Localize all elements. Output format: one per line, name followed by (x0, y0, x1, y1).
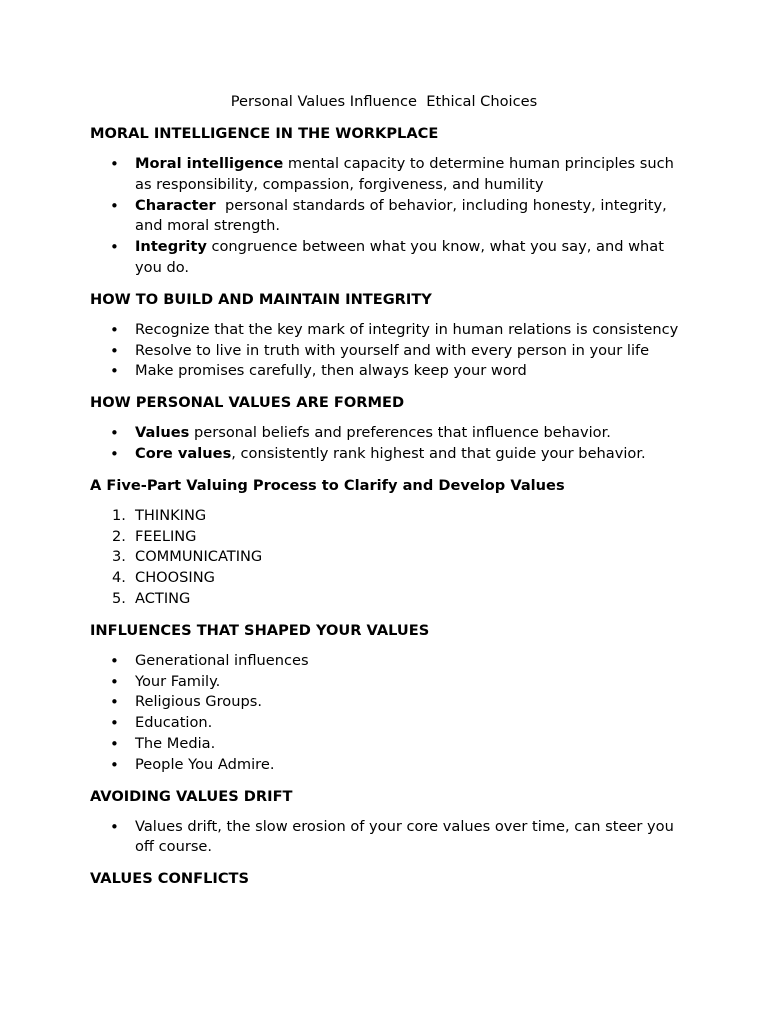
list-item: • Education. (90, 713, 690, 734)
item-number: 5. (112, 589, 126, 607)
section-heading-values-conflicts: VALUES CONFLICTS (90, 870, 249, 888)
term-label: Character (135, 196, 216, 214)
term-label: Values (135, 424, 190, 442)
list-item (90, 237, 690, 279)
values-drift-list (90, 817, 690, 859)
numbered-item (90, 589, 690, 610)
item-number: 2. (112, 527, 126, 545)
list-item: • People You Admire. (90, 755, 690, 776)
numbered-item (90, 547, 690, 568)
term-label: Core values (135, 444, 232, 462)
section-heading-influences: INFLUENCES THAT SHAPED YOUR VALUES (90, 621, 430, 639)
list-item: • The Media. (90, 734, 690, 755)
item-number: 4. (112, 569, 126, 587)
section-heading-moral-intelligence: MORAL INTELLIGENCE IN THE WORKPLACE (90, 125, 439, 142)
item-number: 1. (112, 506, 126, 524)
document-title: Personal Values Influence Ethical Choices (230, 93, 538, 110)
section-heading-valuing-process: A Five-Part Valuing Process to Clarify and Develop Values (90, 476, 565, 494)
moral-intelligence-list (90, 154, 690, 279)
list-item (90, 444, 690, 465)
document-body (90, 123, 690, 899)
list-item: • Your Family. (90, 672, 690, 693)
influences-list (90, 651, 690, 776)
definition-text: , consistently rank highest and that guide your behavior. (231, 444, 646, 462)
section-heading-build-integrity: HOW TO BUILD AND MAINTAIN INTEGRITY (90, 290, 432, 308)
list-item (90, 196, 690, 238)
list-item: • Religious Groups. (90, 692, 690, 713)
list-item: • Make promises carefully, then always keep your word (90, 361, 690, 382)
build-integrity-list (90, 320, 690, 382)
list-item: • Resolve to live in truth with yourself and with every person in your life (90, 341, 690, 362)
section-heading-values-drift: AVOIDING VALUES DRIFT (90, 787, 293, 805)
list-item: • Values drift, the slow erosion of your core values over time, can steer you off course. (90, 817, 690, 859)
list-item: • Generational influences (90, 651, 690, 672)
item-text: ACTING (135, 589, 191, 607)
numbered-item (90, 527, 690, 548)
values-formed-list (90, 423, 690, 465)
definition-text: personal standards of behavior, including honesty, integrity, and moral strength. (135, 196, 672, 235)
list-item: • Recognize that the key mark of integrity in human relations is consistency (90, 320, 690, 341)
term-label: Moral intelligence (135, 155, 284, 172)
section-heading-values-formed: HOW PERSONAL VALUES ARE FORMED (90, 394, 405, 412)
item-text: THINKING (135, 506, 207, 524)
list-item (90, 154, 690, 196)
list-item (90, 423, 690, 444)
item-text: FEELING (135, 527, 197, 545)
item-text: COMMUNICATING (135, 548, 263, 566)
term-label: Integrity (135, 238, 207, 256)
numbered-item (90, 506, 690, 527)
item-number: 3. (112, 548, 126, 566)
item-text: CHOOSING (135, 569, 215, 587)
valuing-process-list (90, 506, 690, 610)
definition-text: mental capacity to determine human principles such as responsibility, compassion, forgiveness, and humility (135, 155, 679, 193)
definition-text: personal beliefs and preferences that influence behavior. (189, 424, 611, 442)
definition-text: congruence between what you know, what you say, and what you do. (135, 238, 669, 276)
numbered-item (90, 568, 690, 589)
